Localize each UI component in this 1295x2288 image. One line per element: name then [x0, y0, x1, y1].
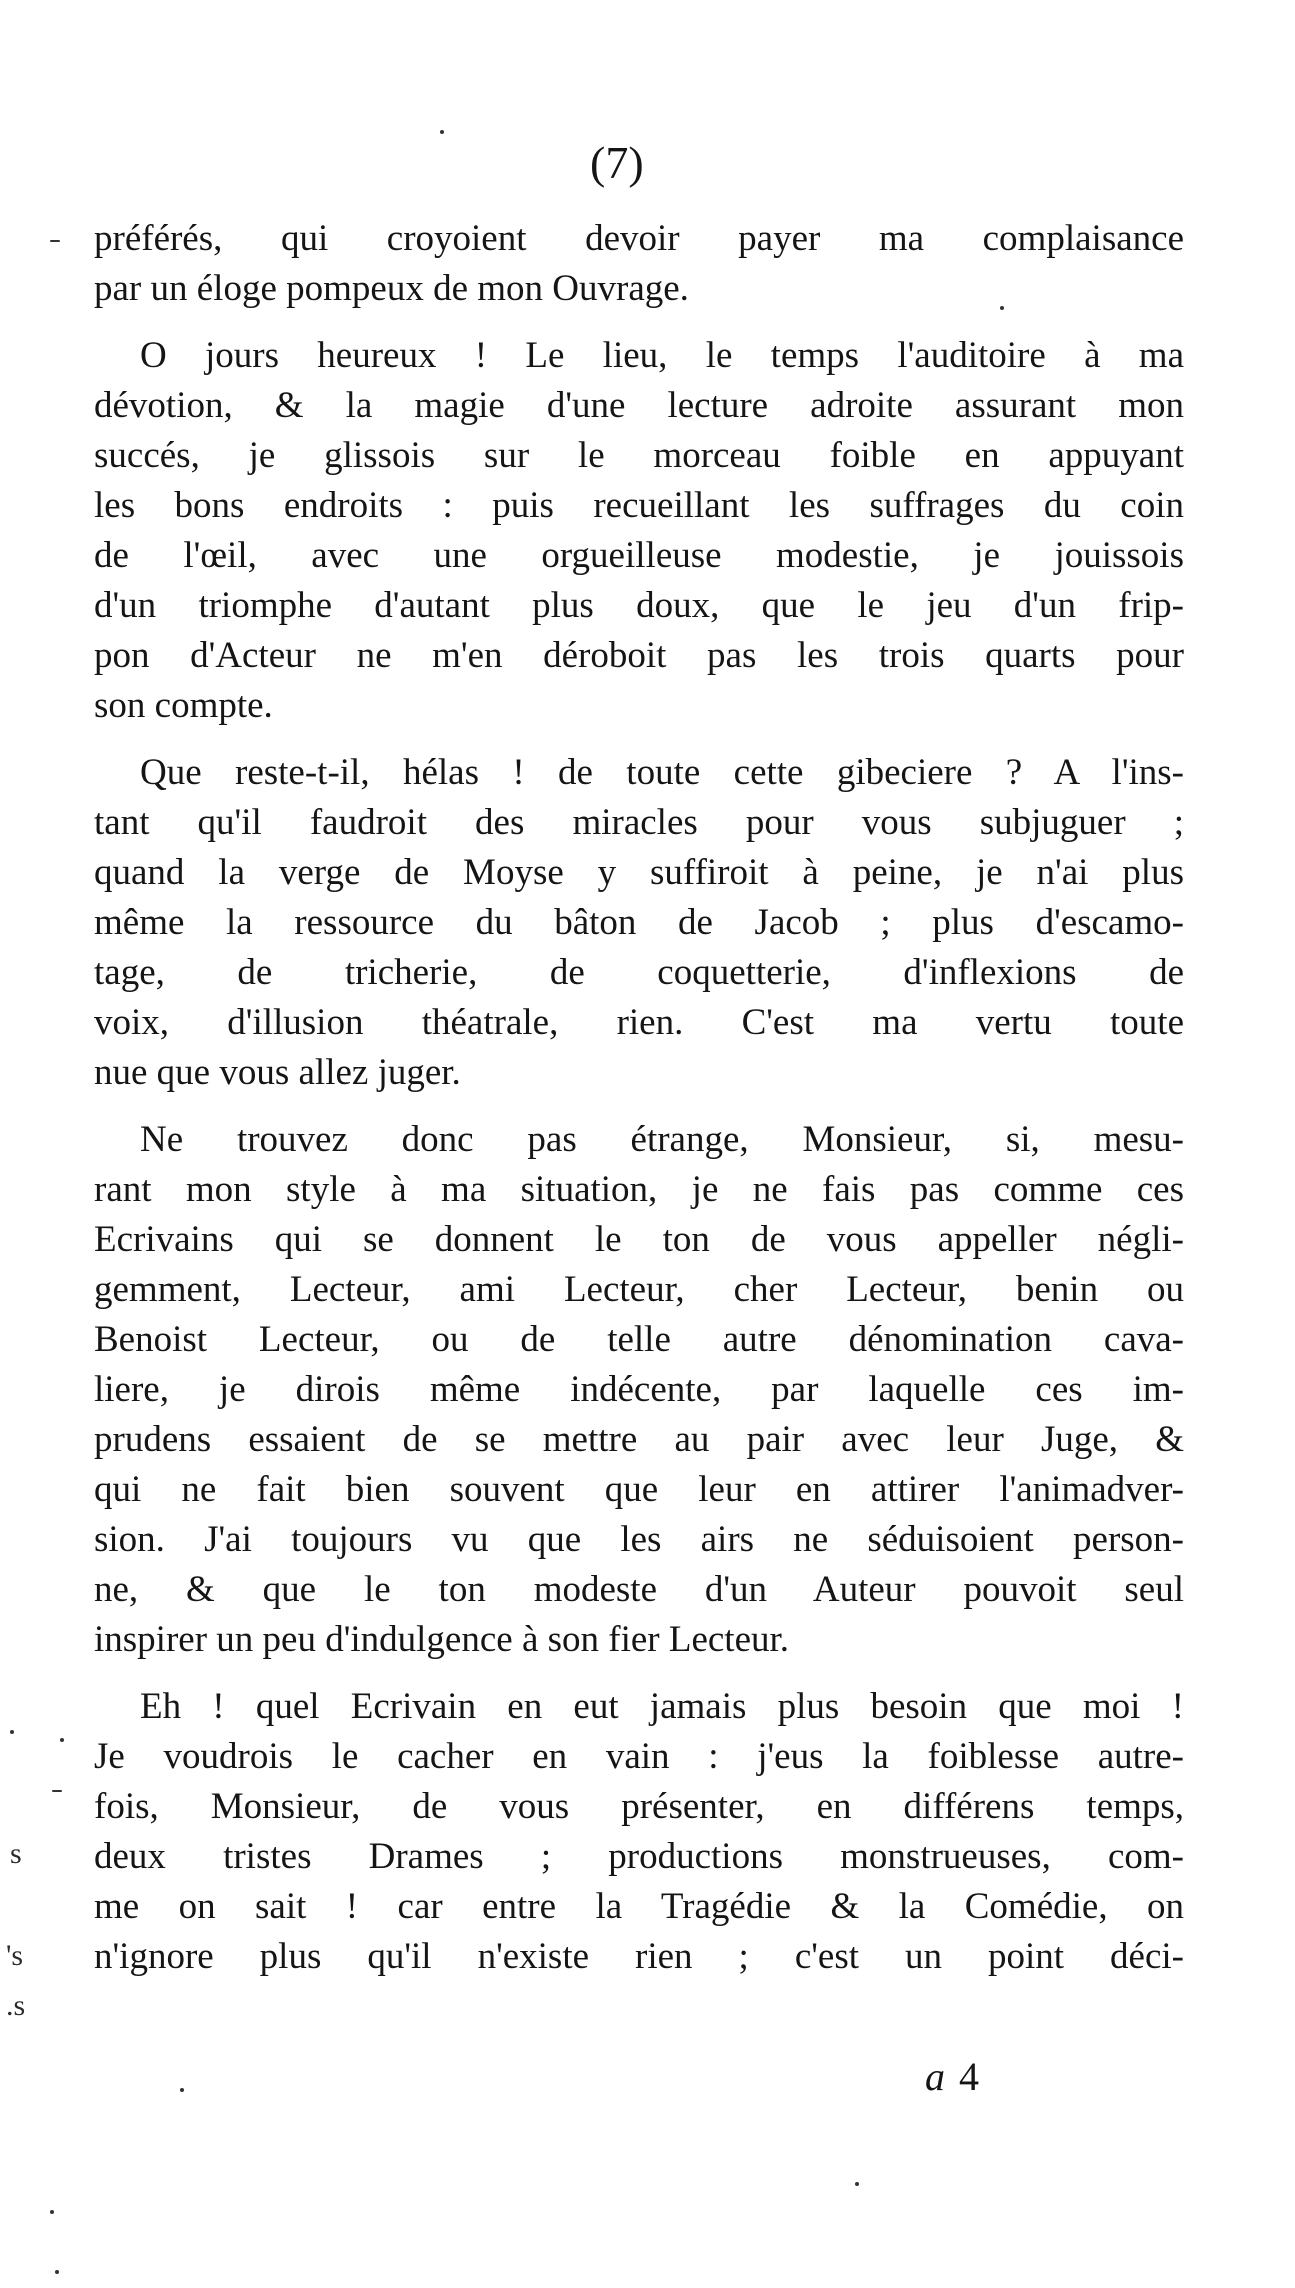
- scan-speck: [855, 2182, 859, 2186]
- text-line: même la ressource du bâton de Jacob ; plus d'escamo-: [94, 902, 1184, 943]
- paragraph: [94, 331, 1184, 731]
- margin-mark: s: [10, 1837, 22, 1870]
- scan-speck: [60, 1738, 64, 1742]
- scan-speck: [50, 240, 60, 242]
- text-line: nue que vous allez juger.: [94, 1052, 461, 1093]
- text-line: Benoist Lecteur, ou de telle autre dénomination cava-: [94, 1319, 1184, 1360]
- text-line: ne, & que le ton modeste d'un Auteur pouvoit seul: [94, 1569, 1184, 1610]
- scan-speck: [440, 130, 444, 134]
- body-text: [94, 214, 1184, 1982]
- text-line: Eh ! quel Ecrivain en eut jamais plus besoin que moi !: [140, 1686, 1184, 1727]
- text-line: me on sait ! car entre la Tragédie & la Comédie, on: [94, 1886, 1184, 1927]
- signature-mark: [925, 2052, 979, 2102]
- text-line: gemment, Lecteur, ami Lecteur, cher Lecteur, benin ou: [94, 1269, 1184, 1310]
- text-line: prudens essaient de se mettre au pair avec leur Juge, &: [94, 1419, 1184, 1460]
- text-line: tage, de tricherie, de coquetterie, d'inflexions de: [94, 952, 1184, 993]
- text-line: deux tristes Drames ; productions monstrueuses, com-: [94, 1836, 1184, 1877]
- text-line: sion. J'ai toujours vu que les airs ne séduisoient person-: [94, 1519, 1184, 1560]
- text-line: rant mon style à ma situation, je ne fais pas comme ces: [94, 1169, 1184, 1210]
- text-line: quand la verge de Moyse y suffiroit à peine, je n'ai plus: [94, 852, 1184, 893]
- paragraph: [94, 1115, 1184, 1665]
- scan-speck: [10, 1730, 14, 1734]
- scan-speck: [1000, 306, 1004, 310]
- signature-letter: a: [925, 2054, 945, 2099]
- text-line: tant qu'il faudroit des miracles pour vous subjuguer ;: [94, 802, 1184, 843]
- scan-speck: [180, 2088, 184, 2092]
- paragraph: [94, 1682, 1184, 1982]
- text-line: d'un triomphe d'autant plus doux, que le jeu d'un frip-: [94, 585, 1184, 626]
- text-line: qui ne fait bien souvent que leur en attirer l'animadver-: [94, 1469, 1184, 1510]
- text-line: Que reste-t-il, hélas ! de toute cette gibeciere ? A l'ins-: [140, 752, 1184, 793]
- text-line: n'ignore plus qu'il n'existe rien ; c'est un point déci-: [94, 1936, 1184, 1977]
- text-line: par un éloge pompeux de mon Ouvrage.: [94, 268, 689, 309]
- text-line: les bons endroits : puis recueillant les suffrages du coin: [94, 485, 1184, 526]
- text-line: Ne trouvez donc pas étrange, Monsieur, si, mesu-: [140, 1119, 1184, 1160]
- margin-mark: 's: [6, 1939, 24, 1972]
- text-line: préférés, qui croyoient devoir payer ma complaisance: [94, 218, 1184, 259]
- signature-number: 4: [959, 2054, 979, 2099]
- margin-mark: .s: [6, 1989, 26, 2022]
- text-line: Ecrivains qui se donnent le ton de vous appeller négli-: [94, 1219, 1184, 1260]
- paragraph: [94, 748, 1184, 1098]
- scan-speck: [50, 2210, 54, 2214]
- page-number: (7): [590, 137, 644, 188]
- text-line: de l'œil, avec une orgueilleuse modestie, je jouissois: [94, 535, 1184, 576]
- text-line: inspirer un peu d'indulgence à son fier Lecteur.: [94, 1619, 790, 1660]
- text-line: fois, Monsieur, de vous présenter, en différens temps,: [94, 1786, 1184, 1827]
- text-line: pon d'Acteur ne m'en déroboit pas les trois quarts pour: [94, 635, 1184, 676]
- text-line: Je voudrois le cacher en vain : j'eus la foiblesse autre-: [94, 1736, 1184, 1777]
- text-line: dévotion, & la magie d'une lecture adroite assurant mon: [94, 385, 1184, 426]
- text-line: liere, je dirois même indécente, par laquelle ces im-: [94, 1369, 1184, 1410]
- scan-speck: [55, 2270, 59, 2274]
- text-line: succés, je glissois sur le morceau foible en appuyant: [94, 435, 1184, 476]
- text-line: voix, d'illusion théatrale, rien. C'est ma vertu toute: [94, 1002, 1184, 1043]
- paragraph: [94, 214, 1184, 314]
- scan-speck: [52, 1790, 62, 1792]
- text-line: son compte.: [94, 685, 273, 726]
- text-line: O jours heureux ! Le lieu, le temps l'auditoire à ma: [140, 335, 1184, 376]
